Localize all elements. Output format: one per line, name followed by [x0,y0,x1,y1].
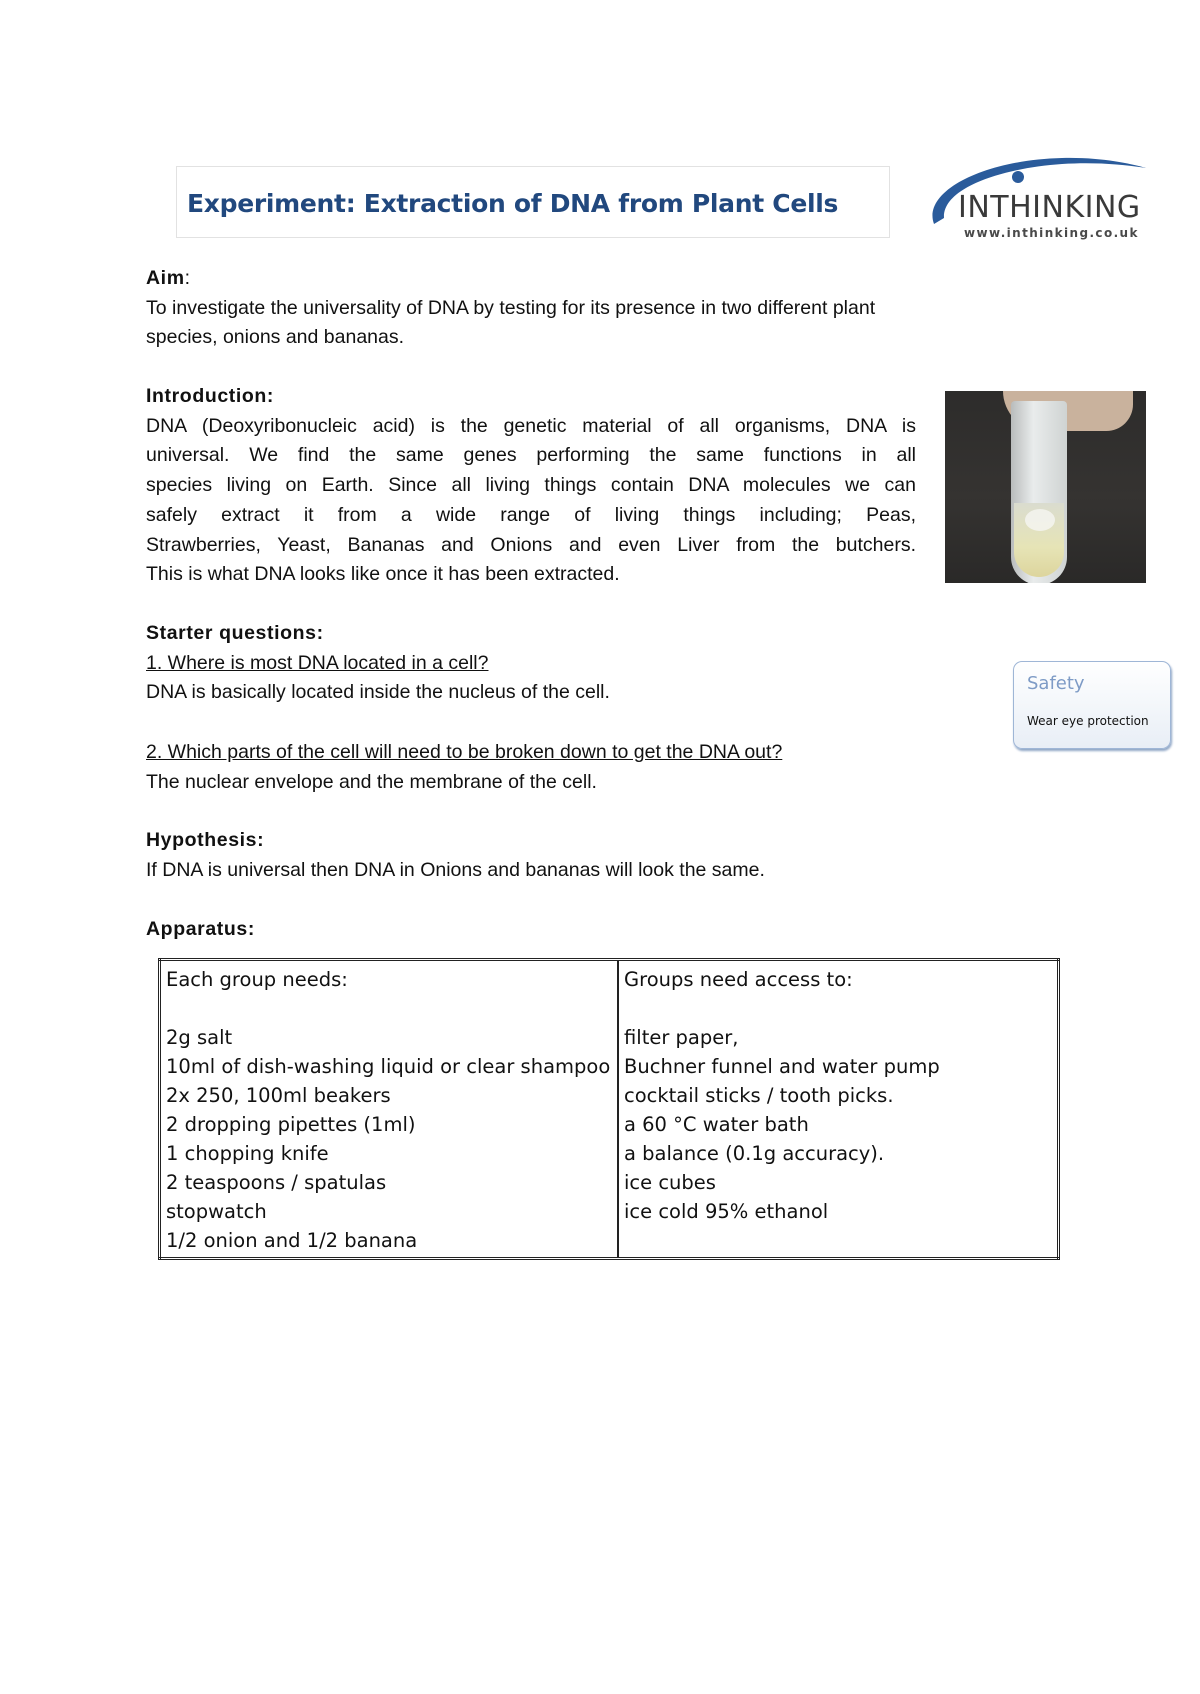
aim-line-1: To investigate the universality of DNA by testing for its presence in two different plant [146,296,876,319]
list-item: Buchner funnel and water pump [624,1055,940,1078]
safety-callout [1013,661,1171,749]
logo-url: www.inthinking.co.uk [964,226,1139,240]
intro-line-6: This is what DNA looks like once it has been extracted. [146,563,620,586]
list-item: ice cold 95% ethanol [624,1200,829,1223]
intro-line-4: safely extract it from a wide range of living things including; Peas, [146,503,916,526]
group-needs-header: Each group needs: [166,968,348,991]
introduction-section [146,382,916,590]
intro-line-5: Strawberries, Yeast, Bananas and Onions and even Liver from the butchers. [146,533,916,556]
aim-line-2: species, onions and bananas. [146,326,405,349]
aim-heading: Aim [146,267,185,289]
starter-answer-2: The nuclear envelope and the membrane of the cell. [146,770,597,793]
document-title: Experiment: Extraction of DNA from Plant Cells [187,189,839,218]
hypothesis-text: If DNA is universal then DNA in Onions and bananas will look the same. [146,858,765,881]
inthinking-logo [922,152,1146,242]
shared-access-header: Groups need access to: [624,968,853,991]
list-item: 1 chopping knife [166,1142,329,1165]
title-box [176,166,890,238]
aim-section [146,264,875,353]
list-item: a balance (0.1g accuracy). [624,1142,885,1165]
apparatus-section [146,915,255,945]
starter-question-2: 2. Which parts of the cell will need to be broken down to get the DNA out? [146,740,783,763]
logo-wordmark: INTHINKING [958,190,1141,225]
list-item: 10ml of dish-washing liquid or clear shampoo [166,1055,611,1078]
list-item: cocktail sticks / tooth picks. [624,1084,894,1107]
dna-test-tube-photo [945,391,1146,583]
list-item: a 60 °C water bath [624,1113,809,1136]
shared-access-cell [618,960,1059,1259]
intro-line-2: universal. We find the same genes performing the same functions in all [146,444,916,467]
intro-line-1: DNA (Deoxyribonucleic acid) is the genetic material of all organisms, DNA is [146,414,916,437]
starter-heading: Starter questions: [146,622,324,644]
introduction-heading: Introduction: [146,385,275,407]
safety-text: Wear eye protection [1027,714,1149,728]
list-item: 2x 250, 100ml beakers [166,1084,391,1107]
hypothesis-section [146,826,765,885]
list-item: 2 dropping pipettes (1ml) [166,1113,416,1136]
list-item: filter paper, [624,1026,739,1049]
safety-title: Safety [1027,673,1085,694]
list-item: ice cubes [624,1171,716,1194]
apparatus-table [158,958,1060,1260]
list-item: 1/2 onion and 1/2 banana [166,1229,418,1252]
table-row [160,960,1059,1259]
hypothesis-heading: Hypothesis: [146,829,265,851]
group-needs-cell [160,960,619,1259]
apparatus-heading: Apparatus: [146,918,255,940]
starter-answer-1: DNA is basically located inside the nucleus of the cell. [146,681,610,704]
list-item: stopwatch [166,1200,267,1223]
starter-question-1: 1. Where is most DNA located in a cell? [146,651,489,674]
aim-colon: : [184,267,191,289]
list-item: 2 teaspoons / spatulas [166,1171,387,1194]
starter-questions-section [146,619,782,797]
intro-line-3: species living on Earth. Since all living things contain DNA molecules we can [146,474,916,497]
extracted-dna-shape [1025,509,1055,531]
list-item: 2g salt [166,1026,233,1049]
